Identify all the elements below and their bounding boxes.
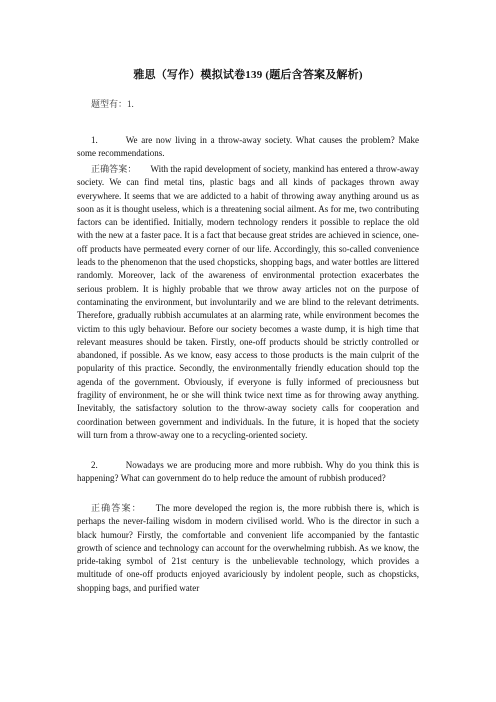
answer-2-label: 正确答案： [91, 503, 142, 513]
question-1-number: 1. [91, 135, 98, 145]
answer-2-text: The more developed the region is, the more rubbish there is, which is perhaps the never-failing wisdom in modern civilised world. Who is the director in such a black humour? Firstly, the comfortable and convenient life accompanied by the fantastic growth of science and technology can account for the overwhelming rubbish. As we know, the pride-taking symbol of 21st century is the unbelievable technology, which provides a multitude of one-off products enjoyed avariciously by indolent people, such as chopsticks, shopping bags, and purified water [77, 503, 419, 593]
answer-1 [77, 163, 419, 442]
question-1-prompt: We are now living in a throw-away society. What causes the problem? Make some recommendations. [77, 135, 419, 159]
question-1 [77, 134, 419, 161]
question-2-number: 2. [91, 460, 98, 470]
answer-2 [77, 502, 419, 595]
question-type-meta: 题型有：1. [91, 99, 134, 109]
answer-1-label: 正确答案： [91, 164, 137, 174]
answer-1-text: With the rapid development of society, mankind has entered a throw-away society. We can find metal tins, plastic bags and all kinds of packages thrown away everywhere. It seems that we are addicted to a habit of throwing away anything around us as soon as it is thought useless, which is a threatening social ailment. As for me, two contributing factors can be identified. Initially, modern technology renders it possible to replace the old with the new at a faster pace. It is a fact that because great strides are achieved in science, one-off products have permeated every corner of our life. Accordingly, this so-called convenience leads to the phenomenon that the used chopsticks, shopping bags, and water bottles are littered randomly. Moreover, lack of the awareness of environmental protection exacerbates the serious problem. It is highly probable that we throw away articles not on the purpose of contaminating the environment, but involuntarily and we are blind to the relevant detriments. Therefore, gradually rubbish accumulates at an alarming rate, while environment becomes the victim to this ugly behaviour. Before our society becomes a waste dump, it is high time that relevant measures should be taken. Firstly, one-off products should be strictly controlled or abandoned, if possible. As we know, easy access to those products is the main culprit of the popularity of this practice. Secondly, the environmentally friendly education should top the agenda of the government. Obviously, if everyone is fully informed of preciousness but fragility of environment, he or she will think twice next time as for throwing away anything. Inevitably, the satisfactory solution to the throw-away society calls for cooperation and coordination between government and individuals. In the future, it is hoped that the society will turn from a throw-away one to a recycling-oriented society. [77, 164, 419, 440]
page-title: 雅思（写作）模拟试卷139 (题后含答案及解析) [133, 69, 363, 81]
question-2 [77, 459, 419, 486]
question-2-prompt: Nowadays we are producing more and more rubbish. Why do you think this is happening? What can government do to help reduce the amount of rubbish produced? [77, 460, 419, 484]
